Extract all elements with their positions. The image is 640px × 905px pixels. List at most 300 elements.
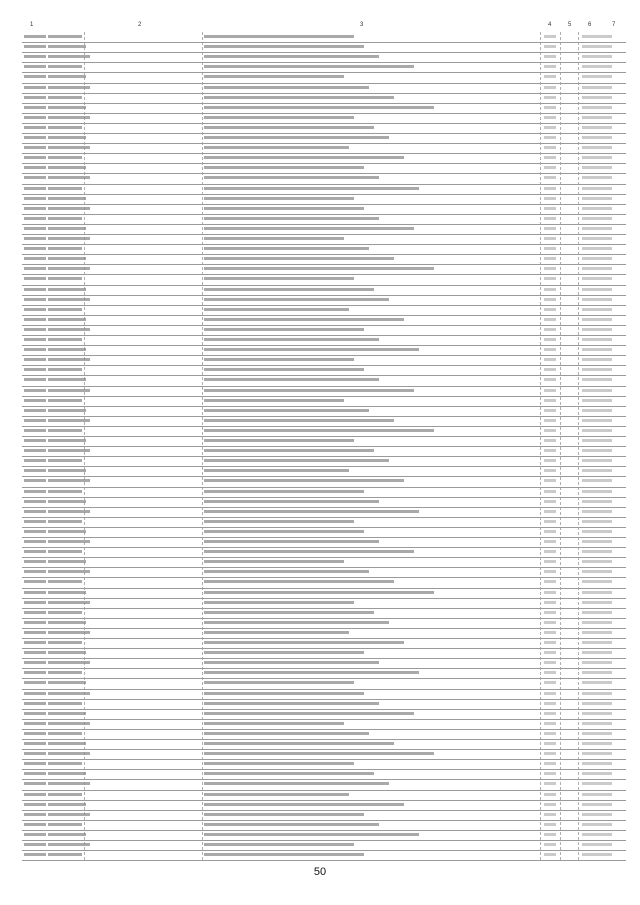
table-row <box>22 194 626 204</box>
table-row <box>22 386 626 396</box>
illegible-text-placeholder <box>582 126 612 129</box>
illegible-text-placeholder <box>48 146 90 149</box>
illegible-text-placeholder <box>204 762 354 765</box>
illegible-text-placeholder <box>24 469 46 472</box>
illegible-text-placeholder <box>582 197 612 200</box>
table-row <box>22 446 626 456</box>
illegible-text-placeholder <box>582 399 612 402</box>
illegible-text-placeholder <box>204 712 414 715</box>
illegible-text-placeholder <box>48 530 86 533</box>
illegible-text-placeholder <box>24 601 46 604</box>
illegible-text-placeholder <box>24 803 46 806</box>
illegible-text-placeholder <box>24 318 46 321</box>
illegible-text-placeholder <box>544 540 556 543</box>
illegible-text-placeholder <box>24 277 46 280</box>
illegible-text-placeholder <box>204 631 349 634</box>
illegible-text-placeholder <box>582 449 612 452</box>
illegible-text-placeholder <box>204 722 344 725</box>
table-row <box>22 123 626 133</box>
illegible-text-placeholder <box>24 166 46 169</box>
illegible-text-placeholder <box>582 227 612 230</box>
illegible-text-placeholder <box>204 126 374 129</box>
illegible-text-placeholder <box>544 55 556 58</box>
illegible-text-placeholder <box>204 500 379 503</box>
illegible-text-placeholder <box>544 530 556 533</box>
table-row <box>22 396 626 406</box>
illegible-text-placeholder <box>544 661 556 664</box>
illegible-text-placeholder <box>24 439 46 442</box>
illegible-text-placeholder <box>582 580 612 583</box>
illegible-text-placeholder <box>24 692 46 695</box>
illegible-text-placeholder <box>48 308 82 311</box>
table-row <box>22 779 626 789</box>
table-row <box>22 699 626 709</box>
illegible-text-placeholder <box>582 540 612 543</box>
table-row <box>22 588 626 598</box>
illegible-text-placeholder <box>544 318 556 321</box>
illegible-text-placeholder <box>24 409 46 412</box>
table-row <box>22 658 626 668</box>
illegible-text-placeholder <box>544 500 556 503</box>
illegible-text-placeholder <box>24 45 46 48</box>
illegible-text-placeholder <box>544 247 556 250</box>
illegible-text-placeholder <box>204 156 404 159</box>
table-row <box>22 173 626 183</box>
illegible-text-placeholder <box>544 479 556 482</box>
illegible-text-placeholder <box>582 732 612 735</box>
illegible-text-placeholder <box>24 75 46 78</box>
illegible-text-placeholder <box>204 187 419 190</box>
illegible-text-placeholder <box>582 843 612 846</box>
illegible-text-placeholder <box>582 500 612 503</box>
illegible-text-placeholder <box>544 136 556 139</box>
illegible-text-placeholder <box>24 35 46 38</box>
table-row <box>22 759 626 769</box>
illegible-text-placeholder <box>204 267 434 270</box>
illegible-text-placeholder <box>582 116 612 119</box>
illegible-text-placeholder <box>544 611 556 614</box>
table-row <box>22 830 626 840</box>
illegible-text-placeholder <box>48 611 82 614</box>
illegible-text-placeholder <box>544 126 556 129</box>
illegible-text-placeholder <box>24 580 46 583</box>
row-rule <box>22 860 626 861</box>
illegible-text-placeholder <box>48 197 86 200</box>
illegible-text-placeholder <box>204 257 394 260</box>
illegible-text-placeholder <box>48 106 86 109</box>
illegible-text-placeholder <box>48 772 86 775</box>
illegible-text-placeholder <box>204 348 419 351</box>
illegible-text-placeholder <box>24 86 46 89</box>
illegible-text-placeholder <box>582 288 612 291</box>
table-row <box>22 790 626 800</box>
illegible-text-placeholder <box>48 166 86 169</box>
illegible-text-placeholder <box>544 772 556 775</box>
illegible-text-placeholder <box>204 813 364 816</box>
illegible-text-placeholder <box>544 510 556 513</box>
illegible-text-placeholder <box>24 368 46 371</box>
illegible-text-placeholder <box>24 459 46 462</box>
illegible-text-placeholder <box>24 237 46 240</box>
table-row <box>22 810 626 820</box>
illegible-text-placeholder <box>24 631 46 634</box>
illegible-text-placeholder <box>544 752 556 755</box>
illegible-text-placeholder <box>24 378 46 381</box>
illegible-text-placeholder <box>582 267 612 270</box>
table-row <box>22 184 626 194</box>
illegible-text-placeholder <box>582 217 612 220</box>
table-row <box>22 103 626 113</box>
illegible-text-placeholder <box>204 490 364 493</box>
illegible-text-placeholder <box>204 641 404 644</box>
illegible-text-placeholder <box>48 328 90 331</box>
illegible-text-placeholder <box>48 500 86 503</box>
illegible-text-placeholder <box>48 732 82 735</box>
illegible-text-placeholder <box>48 823 82 826</box>
illegible-text-placeholder <box>582 651 612 654</box>
illegible-text-placeholder <box>582 833 612 836</box>
illegible-text-placeholder <box>582 722 612 725</box>
illegible-text-placeholder <box>48 641 82 644</box>
illegible-text-placeholder <box>582 308 612 311</box>
column-number-1: 1 <box>30 22 34 28</box>
table-row <box>22 345 626 355</box>
illegible-text-placeholder <box>544 348 556 351</box>
illegible-text-placeholder <box>24 429 46 432</box>
table-row <box>22 305 626 315</box>
illegible-text-placeholder <box>544 520 556 523</box>
illegible-text-placeholder <box>582 550 612 553</box>
table-row <box>22 638 626 648</box>
illegible-text-placeholder <box>544 298 556 301</box>
illegible-text-placeholder <box>544 197 556 200</box>
illegible-text-placeholder <box>48 490 82 493</box>
illegible-text-placeholder <box>204 419 394 422</box>
table-row <box>22 264 626 274</box>
illegible-text-placeholder <box>582 661 612 664</box>
illegible-text-placeholder <box>24 732 46 735</box>
illegible-text-placeholder <box>24 389 46 392</box>
table-row <box>22 285 626 295</box>
table-row <box>22 93 626 103</box>
table-row <box>22 729 626 739</box>
illegible-text-placeholder <box>204 308 349 311</box>
table-row <box>22 375 626 385</box>
illegible-text-placeholder <box>582 86 612 89</box>
illegible-text-placeholder <box>544 813 556 816</box>
illegible-text-placeholder <box>48 803 86 806</box>
illegible-text-placeholder <box>24 146 46 149</box>
illegible-text-placeholder <box>544 106 556 109</box>
table-row <box>22 224 626 234</box>
illegible-text-placeholder <box>48 116 90 119</box>
table-row <box>22 416 626 426</box>
illegible-text-placeholder <box>544 429 556 432</box>
illegible-text-placeholder <box>204 409 369 412</box>
table-row <box>22 204 626 214</box>
illegible-text-placeholder <box>582 106 612 109</box>
illegible-text-placeholder <box>544 368 556 371</box>
table-row <box>22 517 626 527</box>
illegible-text-placeholder <box>544 328 556 331</box>
column-number-7: 7 <box>612 22 616 28</box>
illegible-text-placeholder <box>24 106 46 109</box>
illegible-text-placeholder <box>24 126 46 129</box>
illegible-text-placeholder <box>24 449 46 452</box>
illegible-text-placeholder <box>582 853 612 856</box>
table-row <box>22 62 626 72</box>
table-row <box>22 72 626 82</box>
illegible-text-placeholder <box>582 782 612 785</box>
illegible-text-placeholder <box>24 358 46 361</box>
illegible-text-placeholder <box>48 692 90 695</box>
illegible-text-placeholder <box>48 580 82 583</box>
illegible-text-placeholder <box>544 621 556 624</box>
illegible-text-placeholder <box>582 348 612 351</box>
illegible-text-placeholder <box>582 530 612 533</box>
illegible-text-placeholder <box>48 338 82 341</box>
illegible-text-placeholder <box>24 55 46 58</box>
illegible-text-placeholder <box>204 227 414 230</box>
illegible-text-placeholder <box>544 793 556 796</box>
illegible-text-placeholder <box>24 176 46 179</box>
illegible-text-placeholder <box>582 813 612 816</box>
illegible-text-placeholder <box>48 550 82 553</box>
illegible-text-placeholder <box>204 530 364 533</box>
illegible-text-placeholder <box>544 439 556 442</box>
illegible-text-placeholder <box>48 439 86 442</box>
illegible-text-placeholder <box>582 752 612 755</box>
illegible-text-placeholder <box>24 308 46 311</box>
illegible-text-placeholder <box>582 298 612 301</box>
illegible-text-placeholder <box>204 65 414 68</box>
table-row <box>22 840 626 850</box>
illegible-text-placeholder <box>582 166 612 169</box>
illegible-text-placeholder <box>48 782 90 785</box>
illegible-text-placeholder <box>582 621 612 624</box>
illegible-text-placeholder <box>48 702 82 705</box>
illegible-text-placeholder <box>204 328 364 331</box>
illegible-text-placeholder <box>48 358 90 361</box>
illegible-text-placeholder <box>48 277 82 280</box>
illegible-text-placeholder <box>48 813 90 816</box>
illegible-text-placeholder <box>24 722 46 725</box>
illegible-text-placeholder <box>582 429 612 432</box>
illegible-text-placeholder <box>48 389 90 392</box>
illegible-text-placeholder <box>204 671 419 674</box>
page-number: 50 <box>313 866 327 878</box>
illegible-text-placeholder <box>24 681 46 684</box>
illegible-text-placeholder <box>544 550 556 553</box>
table-row <box>22 426 626 436</box>
illegible-text-placeholder <box>204 803 404 806</box>
table-row <box>22 234 626 244</box>
illegible-text-placeholder <box>48 75 86 78</box>
illegible-text-placeholder <box>582 55 612 58</box>
illegible-text-placeholder <box>204 166 364 169</box>
illegible-text-placeholder <box>24 793 46 796</box>
illegible-text-placeholder <box>48 298 90 301</box>
table-row <box>22 820 626 830</box>
illegible-text-placeholder <box>544 267 556 270</box>
illegible-text-placeholder <box>204 75 344 78</box>
illegible-text-placeholder <box>24 621 46 624</box>
illegible-text-placeholder <box>204 540 379 543</box>
illegible-text-placeholder <box>48 207 90 210</box>
illegible-text-placeholder <box>48 712 86 715</box>
illegible-text-placeholder <box>204 197 354 200</box>
illegible-text-placeholder <box>544 156 556 159</box>
illegible-text-placeholder <box>582 611 612 614</box>
table-row <box>22 365 626 375</box>
illegible-text-placeholder <box>24 156 46 159</box>
document-table <box>22 18 626 860</box>
illegible-text-placeholder <box>204 338 379 341</box>
illegible-text-placeholder <box>204 449 374 452</box>
illegible-text-placeholder <box>48 247 82 250</box>
illegible-text-placeholder <box>582 681 612 684</box>
table-row <box>22 42 626 52</box>
illegible-text-placeholder <box>204 560 344 563</box>
illegible-text-placeholder <box>544 308 556 311</box>
illegible-text-placeholder <box>582 419 612 422</box>
illegible-text-placeholder <box>48 65 82 68</box>
illegible-text-placeholder <box>582 136 612 139</box>
illegible-text-placeholder <box>48 156 82 159</box>
illegible-text-placeholder <box>204 96 394 99</box>
illegible-text-placeholder <box>204 217 379 220</box>
illegible-text-placeholder <box>24 671 46 674</box>
illegible-text-placeholder <box>24 65 46 68</box>
illegible-text-placeholder <box>24 641 46 644</box>
illegible-text-placeholder <box>24 742 46 745</box>
illegible-text-placeholder <box>544 641 556 644</box>
illegible-text-placeholder <box>582 277 612 280</box>
illegible-text-placeholder <box>24 227 46 230</box>
table-row <box>22 648 626 658</box>
illegible-text-placeholder <box>204 358 354 361</box>
column-number-5: 5 <box>568 22 572 28</box>
illegible-text-placeholder <box>582 641 612 644</box>
illegible-text-placeholder <box>48 722 90 725</box>
table-row <box>22 153 626 163</box>
illegible-text-placeholder <box>544 207 556 210</box>
illegible-text-placeholder <box>544 601 556 604</box>
illegible-text-placeholder <box>204 86 369 89</box>
illegible-text-placeholder <box>204 207 364 210</box>
illegible-text-placeholder <box>24 328 46 331</box>
illegible-text-placeholder <box>544 389 556 392</box>
illegible-text-placeholder <box>204 843 354 846</box>
illegible-text-placeholder <box>204 136 389 139</box>
illegible-text-placeholder <box>544 762 556 765</box>
illegible-text-placeholder <box>48 833 86 836</box>
illegible-text-placeholder <box>204 146 349 149</box>
illegible-text-placeholder <box>582 439 612 442</box>
illegible-text-placeholder <box>24 288 46 291</box>
illegible-text-placeholder <box>24 772 46 775</box>
illegible-text-placeholder <box>48 136 86 139</box>
table-row <box>22 527 626 537</box>
illegible-text-placeholder <box>48 540 90 543</box>
illegible-text-placeholder <box>204 368 364 371</box>
table-row <box>22 577 626 587</box>
illegible-text-placeholder <box>544 459 556 462</box>
illegible-text-placeholder <box>582 257 612 260</box>
illegible-text-placeholder <box>544 570 556 573</box>
illegible-text-placeholder <box>544 419 556 422</box>
illegible-text-placeholder <box>48 661 90 664</box>
illegible-text-placeholder <box>544 843 556 846</box>
illegible-text-placeholder <box>48 86 90 89</box>
illegible-text-placeholder <box>48 793 82 796</box>
illegible-text-placeholder <box>204 106 434 109</box>
illegible-text-placeholder <box>544 712 556 715</box>
illegible-text-placeholder <box>204 611 374 614</box>
illegible-text-placeholder <box>544 651 556 654</box>
illegible-text-placeholder <box>582 368 612 371</box>
illegible-text-placeholder <box>48 176 90 179</box>
illegible-text-placeholder <box>582 560 612 563</box>
illegible-text-placeholder <box>204 550 414 553</box>
illegible-text-placeholder <box>24 479 46 482</box>
table-row <box>22 557 626 567</box>
illegible-text-placeholder <box>48 267 90 270</box>
illegible-text-placeholder <box>204 772 374 775</box>
table-row <box>22 689 626 699</box>
illegible-text-placeholder <box>24 257 46 260</box>
illegible-text-placeholder <box>24 843 46 846</box>
illegible-text-placeholder <box>544 853 556 856</box>
table-row <box>22 598 626 608</box>
illegible-text-placeholder <box>48 762 82 765</box>
illegible-text-placeholder <box>544 732 556 735</box>
illegible-text-placeholder <box>582 187 612 190</box>
illegible-text-placeholder <box>204 399 344 402</box>
illegible-text-placeholder <box>24 187 46 190</box>
illegible-text-placeholder <box>24 530 46 533</box>
illegible-text-placeholder <box>24 217 46 220</box>
illegible-text-placeholder <box>582 247 612 250</box>
illegible-text-placeholder <box>24 207 46 210</box>
illegible-text-placeholder <box>544 45 556 48</box>
illegible-text-placeholder <box>48 419 90 422</box>
illegible-text-placeholder <box>582 631 612 634</box>
table-row <box>22 850 626 860</box>
table-row <box>22 406 626 416</box>
illegible-text-placeholder <box>544 409 556 412</box>
illegible-text-placeholder <box>204 651 364 654</box>
illegible-text-placeholder <box>204 429 434 432</box>
illegible-text-placeholder <box>48 631 90 634</box>
illegible-text-placeholder <box>582 318 612 321</box>
illegible-text-placeholder <box>24 591 46 594</box>
illegible-text-placeholder <box>48 257 86 260</box>
illegible-text-placeholder <box>544 65 556 68</box>
illegible-text-placeholder <box>24 500 46 503</box>
illegible-text-placeholder <box>204 692 364 695</box>
illegible-text-placeholder <box>582 570 612 573</box>
illegible-text-placeholder <box>544 722 556 725</box>
illegible-text-placeholder <box>48 843 90 846</box>
column-number-6: 6 <box>588 22 592 28</box>
illegible-text-placeholder <box>48 217 82 220</box>
table-row <box>22 143 626 153</box>
illegible-text-placeholder <box>544 166 556 169</box>
illegible-text-placeholder <box>48 469 86 472</box>
table-row <box>22 769 626 779</box>
illegible-text-placeholder <box>48 378 86 381</box>
